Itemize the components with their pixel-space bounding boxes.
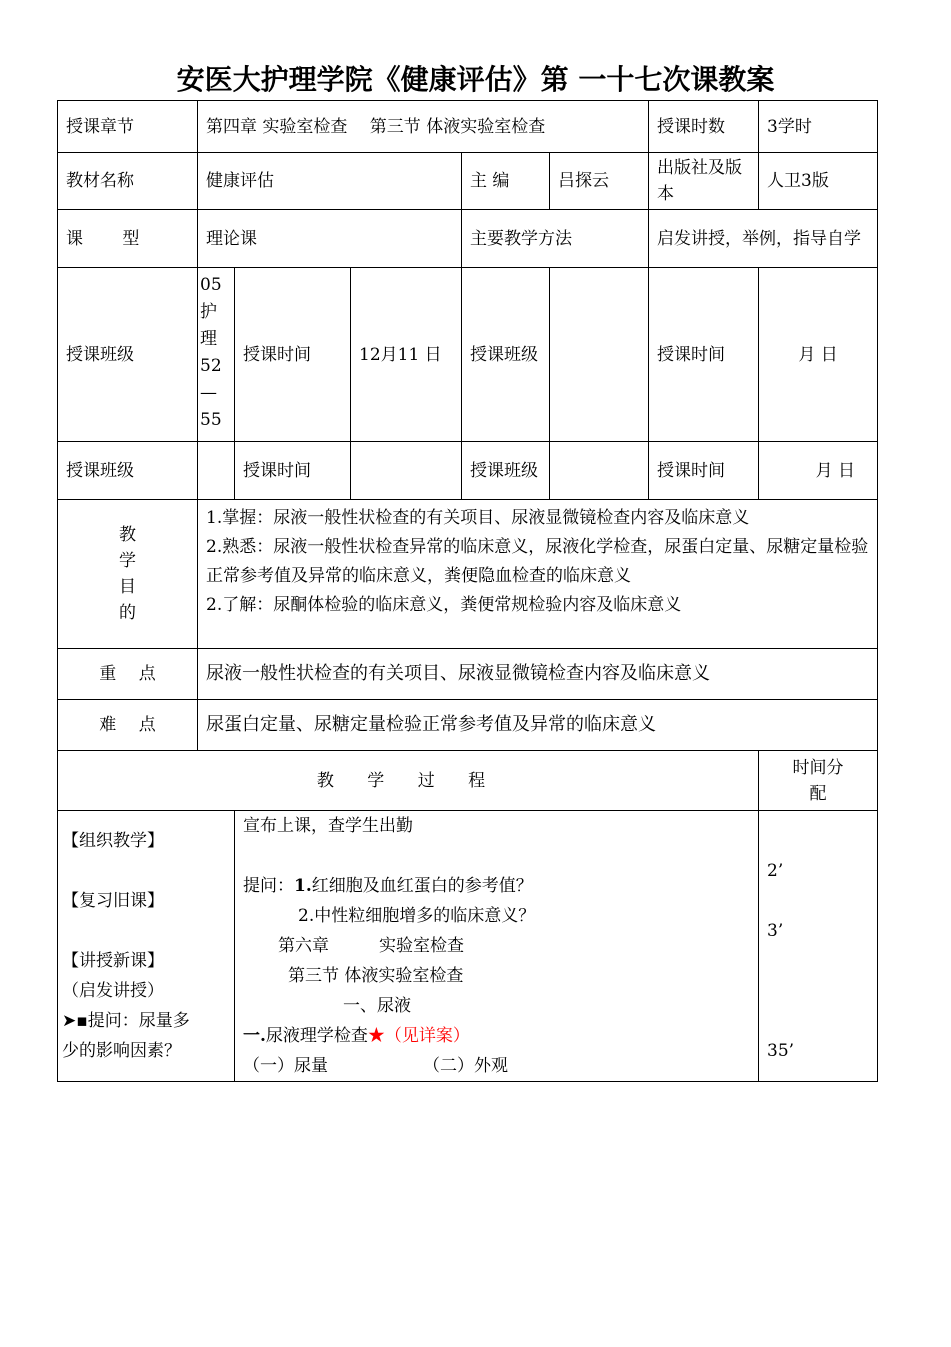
goals-content bbox=[198, 500, 878, 649]
ask-line-2: 2.中性粒细胞增多的临床意义？ bbox=[298, 906, 536, 926]
difficulties-value: 尿蛋白定量、尿糖定量检验正常参考值及异常的临床意义 bbox=[198, 700, 878, 751]
row-class-1 bbox=[58, 268, 878, 442]
class-value bbox=[198, 268, 235, 442]
textbook-label: 教材名称 bbox=[58, 153, 198, 210]
method-label: 主要教学方法 bbox=[462, 210, 649, 268]
row-class-2 bbox=[58, 442, 878, 500]
question-note: ➤▪提问：尿量多少的影响因素？ bbox=[62, 1011, 190, 1061]
row-process-header bbox=[58, 751, 878, 811]
class2-label: 授课班级 bbox=[462, 442, 550, 500]
chapter-label: 授课章节 bbox=[58, 101, 198, 153]
class-char: 52 bbox=[200, 356, 222, 376]
textbook-value: 健康评估 bbox=[198, 153, 462, 210]
page-title: 安医大护理学院《健康评估》第 一十七次课教案 bbox=[176, 63, 775, 96]
goals-label-char: 学 bbox=[119, 551, 136, 571]
section-line: 第三节 体液实验室检查 bbox=[288, 966, 464, 986]
class-char: 05 bbox=[200, 275, 222, 295]
class2-value bbox=[550, 268, 649, 442]
class-char: 护 bbox=[200, 302, 217, 322]
sub-items-line: （一）尿量 （二）外观 bbox=[243, 1056, 508, 1076]
class-label: 授课班级 bbox=[58, 442, 198, 500]
method-value: 启发讲授，举例，指导自学 bbox=[649, 210, 878, 268]
goal-line: 2.了解：尿酮体检验的临床意义，粪便常规检验内容及临床意义 bbox=[206, 595, 682, 615]
row-difficulties bbox=[58, 700, 878, 751]
class-label: 授课班级 bbox=[58, 268, 198, 442]
process-time-col bbox=[759, 811, 878, 1082]
publisher-label: 出版社及版本 bbox=[649, 153, 759, 210]
process-left-col bbox=[58, 811, 235, 1082]
new-lesson-label: 【讲授新课】 bbox=[62, 951, 164, 971]
goal-line: 2.熟悉：尿液一般性状检查异常的临床意义，尿液化学检查，尿蛋白定量、尿糖定量检验正常参考值及异常的临床意义，粪便隐血检查的临床意义 bbox=[206, 537, 869, 586]
row-goals bbox=[58, 500, 878, 649]
review-label: 【复习旧课】 bbox=[62, 891, 164, 911]
chapter-line: 第六章 实验室检查 bbox=[278, 936, 464, 956]
time-value: 12月11 日 bbox=[351, 268, 462, 442]
time-value bbox=[351, 442, 462, 500]
row-process-body bbox=[58, 811, 878, 1082]
time-label: 授课时间 bbox=[235, 268, 351, 442]
star-icon: ★（见详案） bbox=[367, 1026, 470, 1046]
editor-value: 吕探云 bbox=[550, 153, 649, 210]
organize-label: 【组织教学】 bbox=[62, 831, 164, 851]
time-allocation-header: 时间分配 bbox=[759, 751, 878, 811]
key-points-label: 重 点 bbox=[58, 649, 198, 700]
class2-value bbox=[550, 442, 649, 500]
goals-label-char: 教 bbox=[119, 525, 136, 545]
time2-value: 月 日 bbox=[759, 442, 878, 500]
publisher-value: 人卫3版 bbox=[759, 153, 878, 210]
course-type-label: 课 型 bbox=[58, 210, 198, 268]
time2-value: 月 日 bbox=[759, 268, 878, 442]
time2-label: 授课时间 bbox=[649, 442, 759, 500]
class-value bbox=[198, 442, 235, 500]
class2-label: 授课班级 bbox=[462, 268, 550, 442]
goal-line: 1.掌握：尿液一般性状检查的有关项目、尿液显微镜检查内容及临床意义 bbox=[206, 508, 750, 528]
lesson-plan-table bbox=[57, 100, 878, 1082]
hours-label: 授课时数 bbox=[649, 101, 759, 153]
time-2: 3’ bbox=[767, 921, 784, 941]
editor-label: 主 编 bbox=[462, 153, 550, 210]
announce: 宣布上课，查学生出勤 bbox=[243, 816, 413, 836]
goals-label-char: 的 bbox=[119, 603, 136, 623]
row-key-points bbox=[58, 649, 878, 700]
time2-label: 授课时间 bbox=[649, 268, 759, 442]
process-center-col bbox=[235, 811, 759, 1082]
class-char: — bbox=[200, 383, 217, 403]
class-char: 55 bbox=[200, 410, 222, 430]
row-chapter bbox=[58, 101, 878, 153]
time-3: 35’ bbox=[767, 1041, 795, 1061]
difficulties-label: 难 点 bbox=[58, 700, 198, 751]
subsection-line: 一、尿液 bbox=[343, 996, 411, 1016]
time-1: 2’ bbox=[767, 861, 784, 881]
process-header: 教 学 过 程 bbox=[58, 751, 759, 811]
class-char: 理 bbox=[200, 329, 217, 349]
method-note: （启发讲授） bbox=[62, 981, 164, 1001]
row-textbook bbox=[58, 153, 878, 210]
ask-line-1: 提问：1.红细胞及血红蛋白的参考值？ bbox=[243, 876, 533, 896]
goals-label-char: 目 bbox=[119, 577, 136, 597]
course-type-value: 理论课 bbox=[198, 210, 462, 268]
time-label: 授课时间 bbox=[235, 442, 351, 500]
goals-label bbox=[58, 500, 198, 649]
item-line: 一.尿液理学检查★（见详案） bbox=[243, 1026, 470, 1046]
hours-value: 3学时 bbox=[759, 101, 878, 153]
key-points-value: 尿液一般性状检查的有关项目、尿液显微镜检查内容及临床意义 bbox=[198, 649, 878, 700]
chapter-value: 第四章 实验室检查 第三节 体液实验室检查 bbox=[198, 101, 649, 153]
row-course-type bbox=[58, 210, 878, 268]
